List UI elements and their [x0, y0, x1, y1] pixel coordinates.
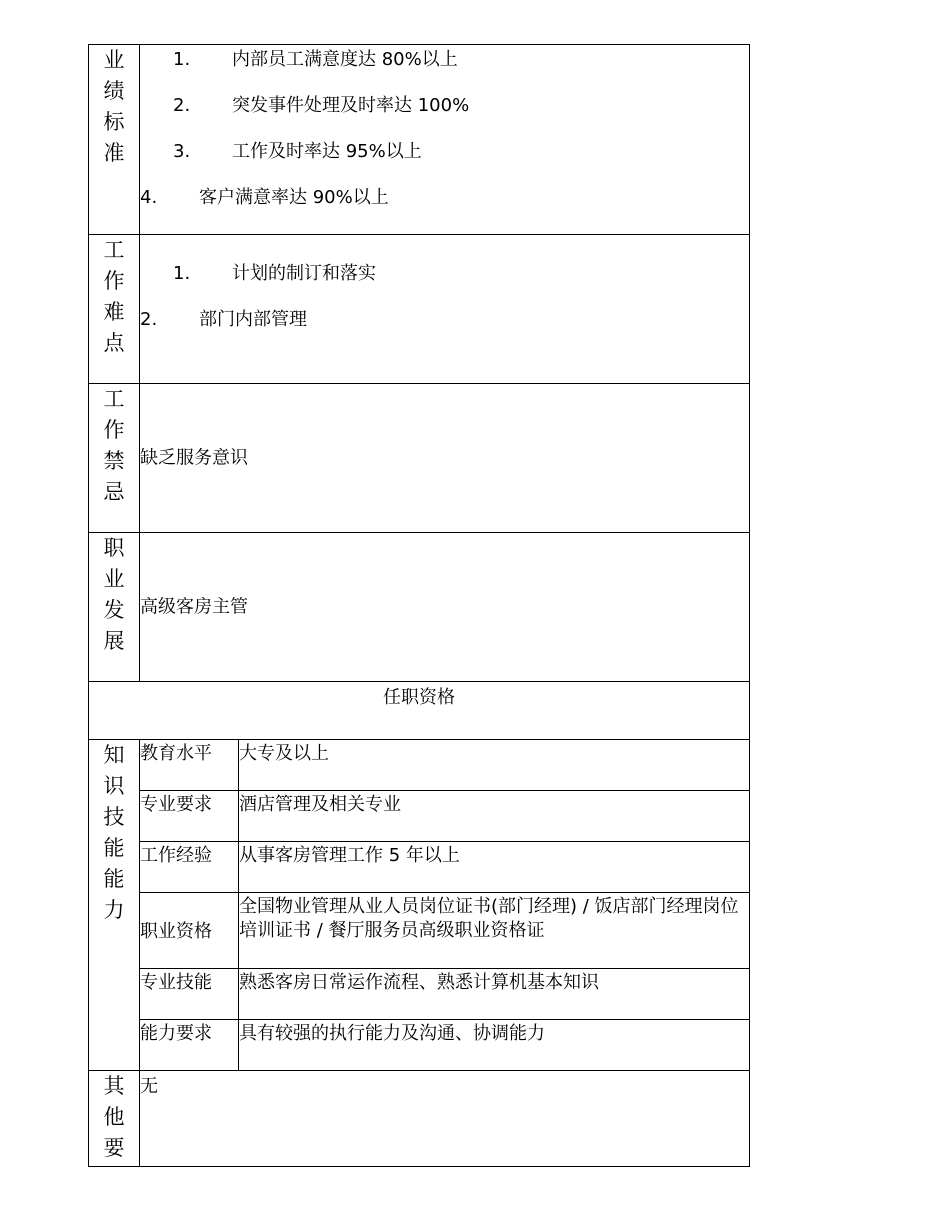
list-number: 4. — [140, 187, 158, 208]
career-text: 高级客房主管 — [140, 596, 248, 618]
knowledge-table-row — [140, 969, 749, 1020]
knowledge-item-value: 熟悉客房日常运作流程、熟悉计算机基本知识 — [239, 969, 750, 1020]
job-requirements-table — [88, 44, 750, 1167]
performance-content — [140, 45, 750, 235]
knowledge-table — [140, 740, 749, 1070]
knowledge-content — [140, 740, 750, 1071]
taboo-label-cell — [89, 384, 140, 533]
list-number: 2. — [140, 309, 158, 330]
list-text: 计划的制订和落实 — [232, 263, 376, 284]
list-number: 1. — [173, 263, 191, 284]
career-content — [140, 533, 750, 682]
difficulty-row — [89, 235, 750, 384]
taboo-text: 缺乏服务意识 — [140, 447, 248, 469]
performance-item — [140, 183, 749, 229]
list-text: 部门内部管理 — [199, 309, 307, 330]
taboo-row — [89, 384, 750, 533]
knowledge-item-value: 从事客房管理工作 5 年以上 — [239, 842, 750, 893]
job-description-page — [88, 44, 750, 1167]
knowledge-item-name: 能力要求 — [140, 1020, 239, 1071]
other-text: 无 — [140, 1076, 158, 1097]
career-row — [89, 533, 750, 682]
performance-item — [140, 91, 749, 137]
knowledge-label-cell — [89, 740, 140, 1071]
difficulty-content — [140, 235, 750, 384]
knowledge-table-row — [140, 842, 749, 893]
list-text: 突发事件处理及时率达 100% — [232, 95, 470, 116]
difficulty-item — [140, 259, 749, 305]
list-text: 内部员工满意度达 80%以上 — [232, 49, 458, 70]
knowledge-item-value: 具有较强的执行能力及沟通、协调能力 — [239, 1020, 750, 1071]
knowledge-table-row — [140, 791, 749, 842]
list-number: 1. — [173, 49, 191, 70]
qualifications-title: 任职资格 — [89, 682, 750, 740]
performance-label: 业绩标准 — [103, 48, 125, 165]
list-number: 2. — [173, 95, 191, 116]
knowledge-row — [89, 740, 750, 1071]
difficulty-label: 工作难点 — [103, 238, 125, 355]
qualifications-title-row — [89, 682, 750, 740]
knowledge-table-row — [140, 1020, 749, 1071]
other-label: 其他要 — [103, 1074, 125, 1160]
knowledge-item-value: 大专及以上 — [239, 740, 750, 791]
performance-label-cell — [89, 45, 140, 235]
knowledge-table-row — [140, 740, 749, 791]
performance-row — [89, 45, 750, 235]
taboo-label: 工作禁忌 — [103, 387, 125, 504]
other-content — [140, 1071, 750, 1167]
knowledge-label: 知识技能能力 — [103, 743, 125, 922]
knowledge-item-name: 职业资格 — [140, 893, 239, 969]
performance-item — [140, 137, 749, 183]
knowledge-item-value: 酒店管理及相关专业 — [239, 791, 750, 842]
list-text: 客户满意率达 90%以上 — [199, 187, 389, 208]
career-label: 职业发展 — [103, 536, 125, 653]
knowledge-item-value: 全国物业管理从业人员岗位证书(部门经理) / 饭店部门经理岗位培训证书 / 餐厅服务员高级职业资格证 — [239, 893, 750, 969]
other-row — [89, 1071, 750, 1167]
knowledge-item-name: 工作经验 — [140, 842, 239, 893]
difficulty-label-cell — [89, 235, 140, 384]
list-text: 工作及时率达 95%以上 — [232, 141, 422, 162]
other-label-cell — [89, 1071, 140, 1167]
knowledge-item-name: 专业技能 — [140, 969, 239, 1020]
performance-item — [140, 45, 749, 91]
knowledge-table-row — [140, 893, 749, 969]
career-label-cell — [89, 533, 140, 682]
knowledge-item-name: 教育水平 — [140, 740, 239, 791]
difficulty-item — [140, 305, 749, 351]
taboo-content — [140, 384, 750, 533]
list-number: 3. — [173, 141, 191, 162]
knowledge-item-name: 专业要求 — [140, 791, 239, 842]
